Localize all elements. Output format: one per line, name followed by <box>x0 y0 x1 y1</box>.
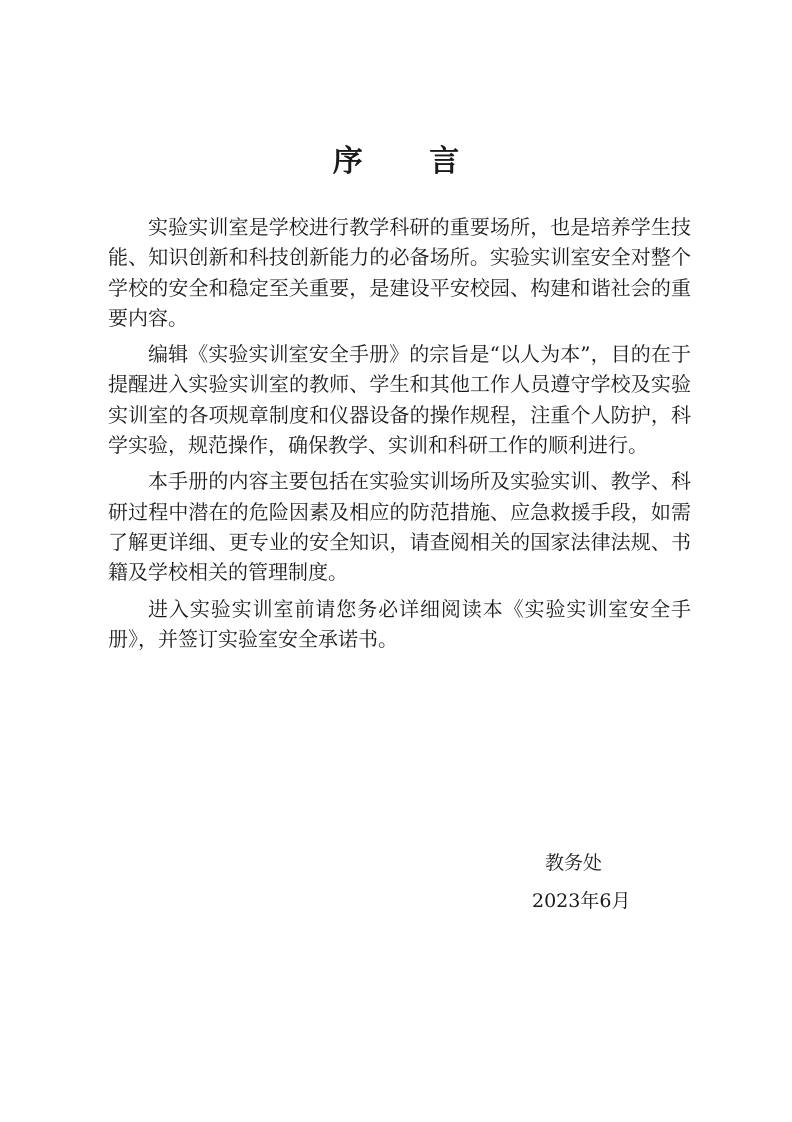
preface-body <box>108 212 691 654</box>
paragraph-4: 进入实验实训室前请您务必详细阅读本《实验实训室安全手册》，并签订实验室安全承诺书。 <box>108 596 691 651</box>
paragraph-1: 实验实训室是学校进行教学科研的重要场所，也是培养学生技能、知识创新和科技创新能力的必备场所。实验实训室安全对整个学校的安全和稳定至关重要，是建设平安校园、构建和谐社会的重要内容。 <box>108 215 691 330</box>
page-title: 序 言 <box>332 144 488 179</box>
paragraph-3: 本手册的内容主要包括在实验实训场所及实验实训、教学、科研过程中潜在的危险因素及相应的防范措施、应急救援手段，如需了解更详细、更专业的安全知识，请查阅相关的国家法律法规、书籍及学校相关的管理制度。 <box>108 469 691 585</box>
signature-date: 2023年6月 <box>532 890 631 912</box>
signature-organization: 教务处 <box>545 852 603 874</box>
paragraph-2: 编辑《实验实训室安全手册》的宗旨是“以人为本”，目的在于提醒进入实验实训室的教师、学生和其他工作人员遵守学校及实验实训室的各项规章制度和仪器设备的操作规程，注重个人防护，科学实验，规范操作，确保教学、实训和科研工作的顺利进行。 <box>108 342 691 458</box>
